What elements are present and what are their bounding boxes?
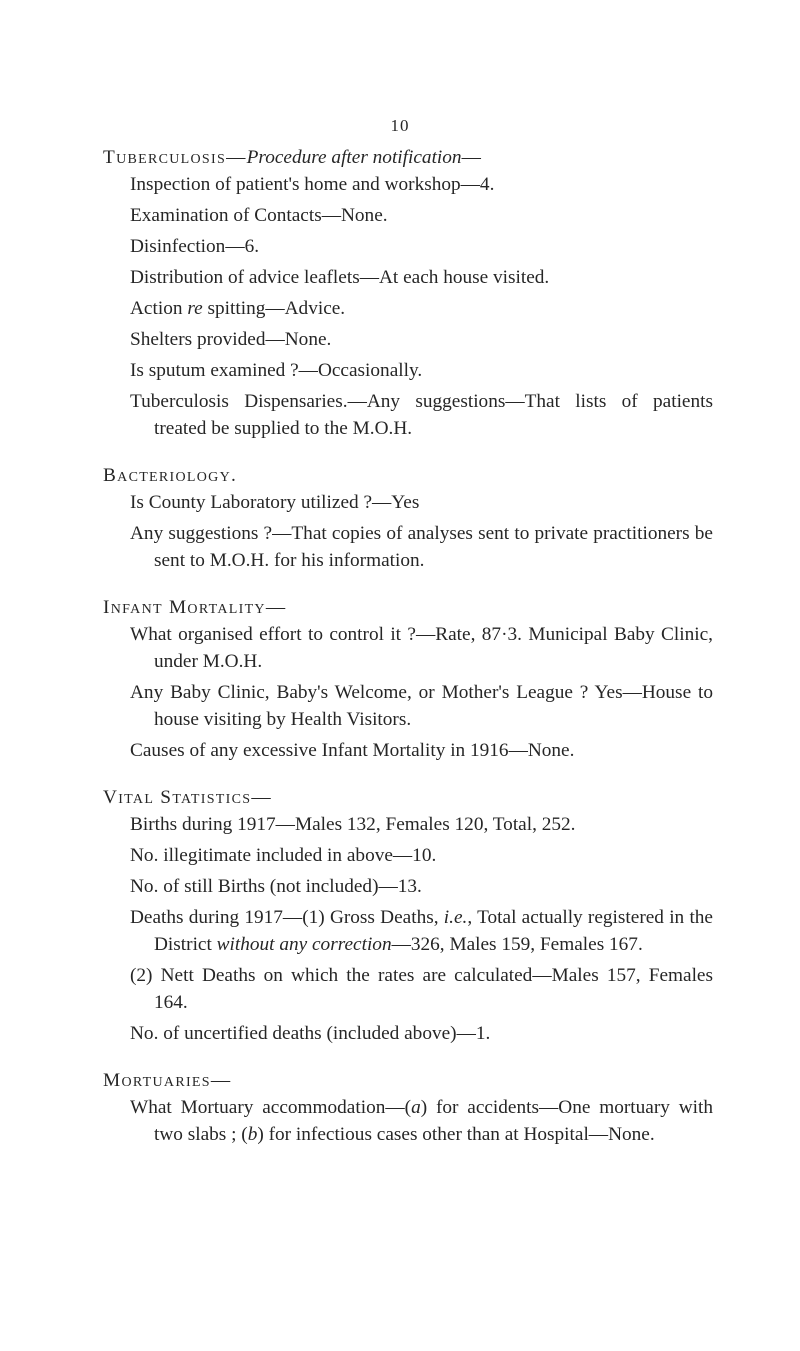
- entry: (2) Nett Deaths on which the rates are calculated—Males 157, Females 164.: [130, 965, 713, 1013]
- subheading-text: Procedure after notification: [246, 147, 462, 168]
- section-heading: Vital Statistics—: [103, 787, 272, 808]
- entry: Is sputum examined ?—Occasionally.: [130, 360, 423, 381]
- entry: Causes of any excessive Infant Mortality in 1916—None.: [130, 740, 575, 761]
- entry: What organised effort to control it ?—Rate, 87·3. Municipal Baby Clinic, under M.O.H.: [130, 624, 713, 672]
- section-heading: [103, 144, 713, 171]
- entry: Tuberculosis Dispensaries.—Any suggestions—That lists of patients treated be supplied to the M.O.H.: [130, 391, 713, 439]
- section-heading: Infant Mortality—: [103, 597, 287, 618]
- entry: Deaths during 1917—(1) Gross Deaths, i.e., Total actually registered in the District without any correction—326, Males 159, Females 167.: [130, 907, 713, 955]
- entry: Shelters provided—None.: [130, 329, 332, 350]
- entry: Examination of Contacts—None.: [130, 205, 388, 226]
- section-vital-statistics: [103, 784, 713, 1047]
- entry: Any suggestions ?—That copies of analyses sent to private practitioners be sent to M.O.H. for his information.: [130, 523, 713, 571]
- entry: Any Baby Clinic, Baby's Welcome, or Mother's League ? Yes—House to house visiting by Health Visitors.: [130, 682, 713, 730]
- section-heading: Mortuaries—: [103, 1070, 232, 1091]
- subheading-dash: —: [461, 147, 483, 168]
- entry: Action re spitting—Advice.: [130, 298, 346, 319]
- section-heading: Bacteriology.: [103, 465, 238, 486]
- section-bacteriology: [103, 462, 713, 574]
- section-infant-mortality: [103, 594, 713, 764]
- entry: No. of uncertified deaths (included above)—1.: [130, 1023, 491, 1044]
- entry: No. of still Births (not included)—13.: [130, 876, 422, 897]
- entry: Births during 1917—Males 132, Females 120, Total, 252.: [130, 814, 576, 835]
- section-tuberculosis: [103, 144, 713, 442]
- entry: Is County Laboratory utilized ?—Yes: [130, 492, 420, 513]
- entry: Inspection of patient's home and workshop—4.: [130, 174, 495, 195]
- entry: Disinfection—6.: [130, 236, 260, 257]
- section-mortuaries: [103, 1067, 713, 1148]
- entry: What Mortuary accommodation—(a) for accidents—One mortuary with two slabs ; (b) for infectious cases other than at Hospital—None.: [130, 1097, 713, 1145]
- heading-dash: —: [226, 147, 247, 168]
- entry: No. illegitimate included in above—10.: [130, 845, 437, 866]
- document-body: [103, 144, 713, 1168]
- entry: Distribution of advice leaflets—At each house visited.: [130, 267, 550, 288]
- heading-text: Tuberculosis: [103, 147, 227, 168]
- page-number: 10: [390, 116, 410, 135]
